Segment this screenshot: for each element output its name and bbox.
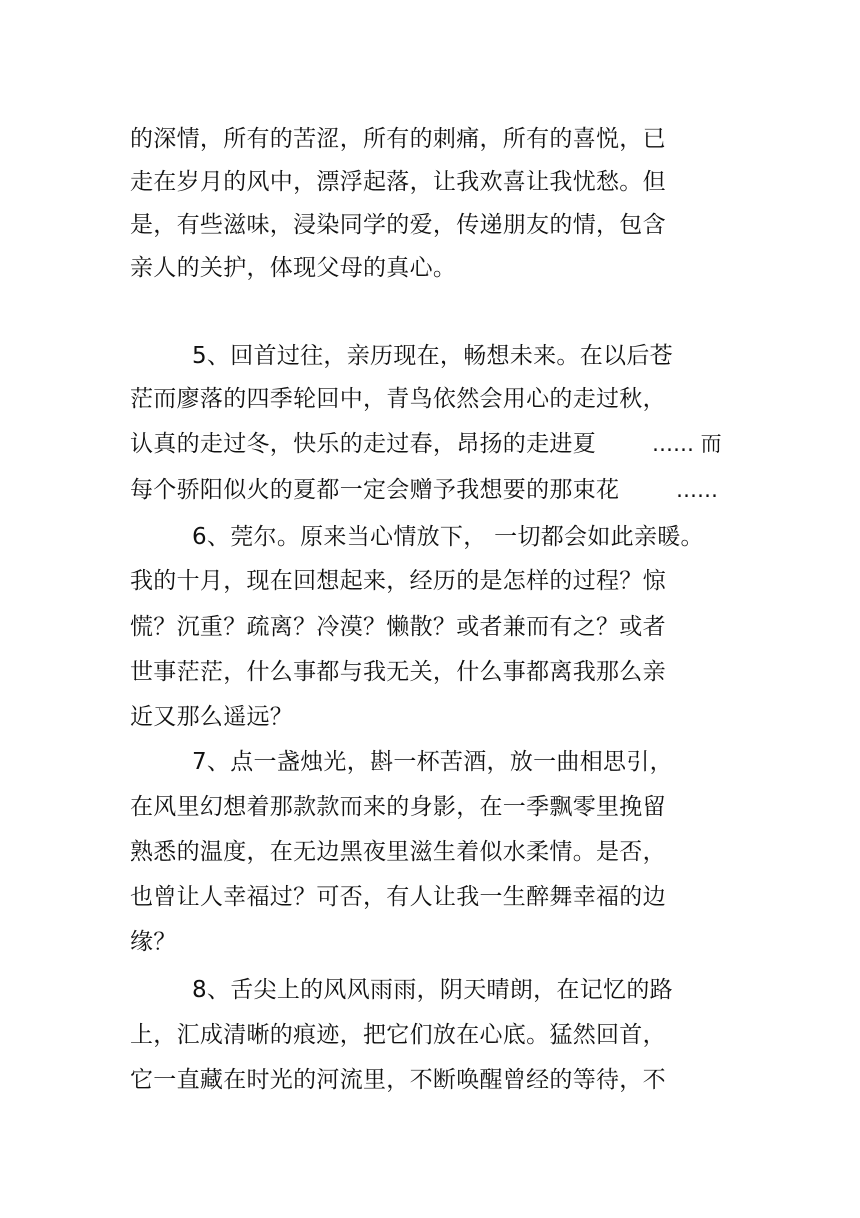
- text-line: 在风里幻想着那款款而来的身影，在一季飘零里挽留: [130, 794, 666, 820]
- paragraph-6-start: 6、莞尔。原来当心情放下， 一切都会如此亲暖。: [192, 524, 704, 550]
- text-line: 茫而廖落的四季轮回中，青鸟依然会用心的走过秋，: [130, 386, 666, 412]
- text-line: 走在岁月的风中，漂浮起落，让我欢喜让我忧愁。但: [130, 169, 666, 195]
- text-line: 它一直藏在时光的河流里，不断唤醒曾经的等待，不: [130, 1067, 666, 1093]
- text-line: 的深情，所有的苦涩，所有的刺痛，所有的喜悦，已: [130, 126, 666, 152]
- text-line: 上，汇成清晰的痕迹，把它们放在心底。猛然回首，: [130, 1022, 666, 1048]
- text-line: 缘？: [130, 929, 177, 955]
- text-line: 世事茫茫，什么事都与我无关，什么事都离我那么亲: [130, 659, 666, 685]
- text-line: 每个骄阳似火的夏都一定会赠予我想要的那束花: [130, 477, 620, 503]
- paragraph-5-start: 5、回首过往，亲历现在，畅想未来。在以后苍: [192, 343, 673, 369]
- text-line: 慌？沉重？疏离？冷漠？懒散？或者兼而有之？或者: [130, 614, 666, 640]
- text-line: 近又那么遥远？: [130, 704, 294, 730]
- text-line: 熟悉的温度，在无边黑夜里滋生着似水柔情。是否，: [130, 839, 666, 865]
- text-line: 认真的走过冬，快乐的走过春，昂扬的走进夏: [130, 431, 596, 457]
- text-line: 亲人的关护，体现父母的真心。: [130, 255, 457, 281]
- text-line: 我的十月，现在回想起来，经历的是怎样的过程？惊: [130, 568, 666, 594]
- ellipsis-tail: ……: [676, 478, 718, 502]
- ellipsis-tail: …… 而: [652, 432, 722, 456]
- text-line: 也曾让人幸福过？可否，有人让我一生醉舞幸福的边: [130, 884, 666, 910]
- paragraph-8-start: 8、舌尖上的风风雨雨，阴天晴朗，在记忆的路: [192, 977, 673, 1003]
- text-line: 是，有些滋味，浸染同学的爱，传递朋友的情，包含: [130, 212, 666, 238]
- paragraph-7-start: 7、点一盏烛光，斟一杯苦酒，放一曲相思引，: [192, 749, 673, 775]
